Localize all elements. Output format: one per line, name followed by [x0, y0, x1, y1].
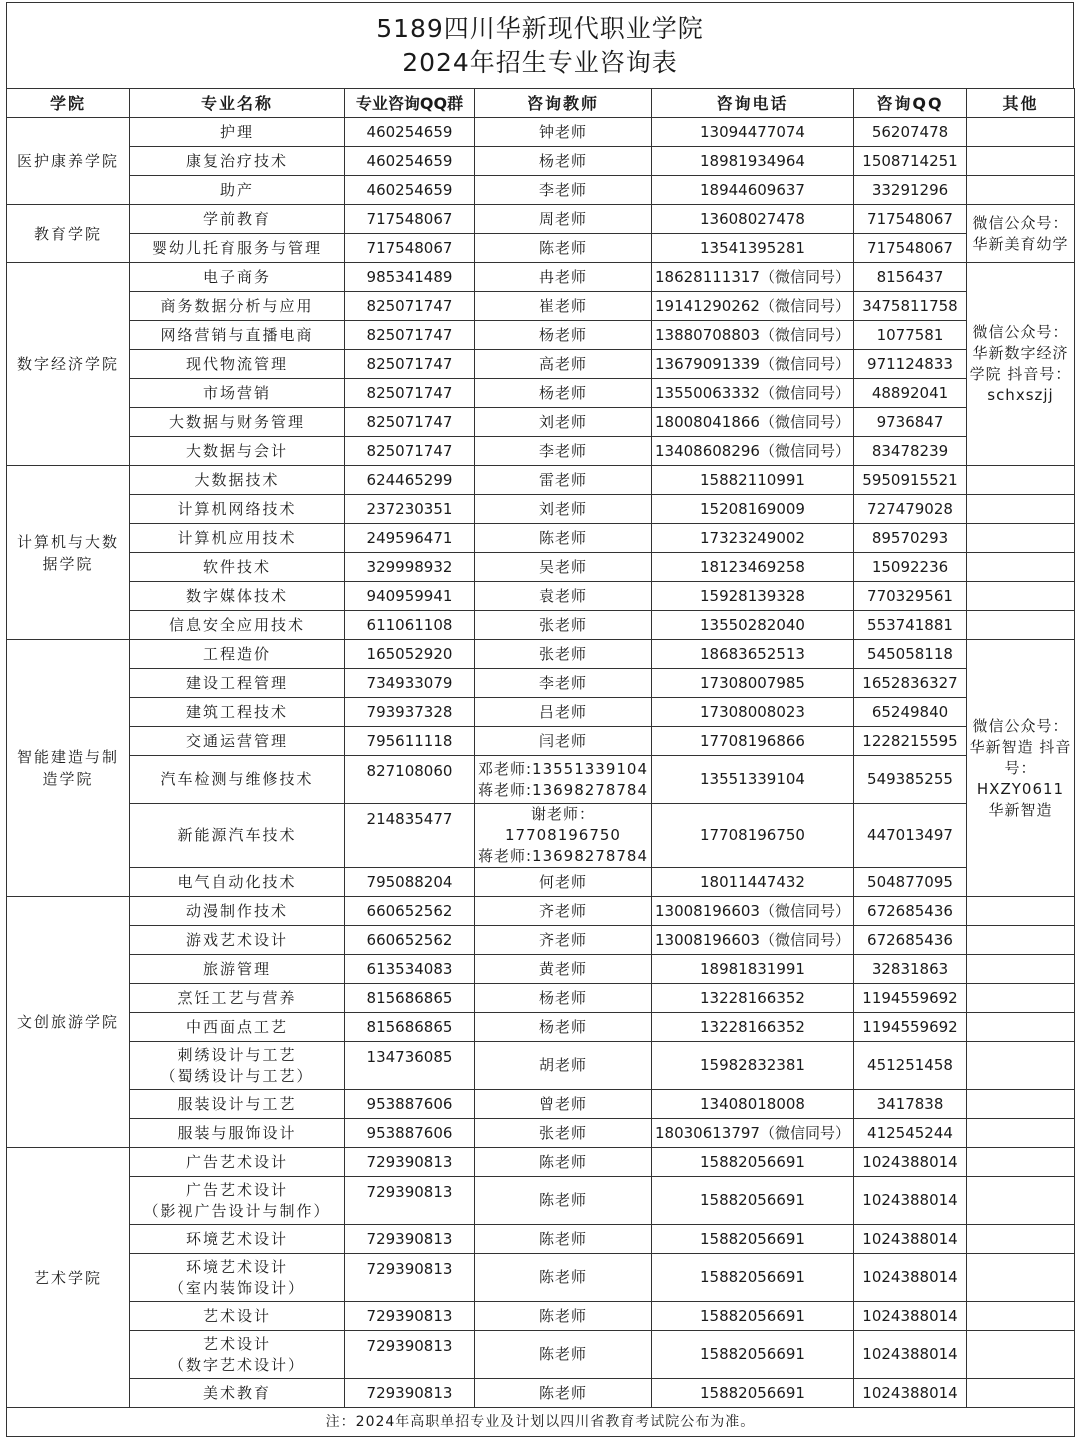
other-empty	[967, 1331, 1075, 1379]
phone-number: 15882110991	[652, 466, 854, 495]
phone-number: 17323249002	[652, 524, 854, 553]
major-name: 电气自动化技术	[130, 868, 345, 897]
qq-group: 940959941	[345, 582, 475, 611]
major-name: 护理	[130, 118, 345, 147]
qq-group: 815686865	[345, 1013, 475, 1042]
qq-number: 717548067	[854, 205, 967, 234]
qq-number: 672685436	[854, 926, 967, 955]
teacher-name: 杨老师	[475, 147, 652, 176]
teacher-name: 何老师	[475, 868, 652, 897]
teacher-name: 李老师	[475, 437, 652, 466]
table-row	[7, 698, 1075, 727]
college-name: 文创旅游学院	[7, 897, 130, 1148]
major-name: 市场营销	[130, 379, 345, 408]
major-name: 艺术设计	[130, 1302, 345, 1331]
table-row	[7, 263, 1075, 292]
phone-number: 15928139328	[652, 582, 854, 611]
note-row	[7, 1408, 1075, 1437]
other-empty	[967, 1013, 1075, 1042]
qq-number: 971124833	[854, 350, 967, 379]
major-name: 现代物流管理	[130, 350, 345, 379]
qq-group: 165052920	[345, 640, 475, 669]
other-empty	[967, 1177, 1075, 1225]
phone-number: 13228166352	[652, 1013, 854, 1042]
title-block	[6, 2, 1074, 88]
major-name: 服装与服饰设计	[130, 1119, 345, 1148]
qq-number: 1024388014	[854, 1148, 967, 1177]
header-college: 学院	[7, 89, 130, 118]
phone-number: 18628111317（微信同号）	[652, 263, 854, 292]
table-row	[7, 437, 1075, 466]
qq-group: 825071747	[345, 321, 475, 350]
major-name: 交通运营管理	[130, 727, 345, 756]
major-name: 信息安全应用技术	[130, 611, 345, 640]
phone-number: 15882056691	[652, 1225, 854, 1254]
other-empty	[967, 1379, 1075, 1408]
qq-number: 1024388014	[854, 1177, 967, 1225]
qq-number: 553741881	[854, 611, 967, 640]
other-empty	[967, 611, 1075, 640]
teacher-name: 曾老师	[475, 1090, 652, 1119]
header-teacher: 咨询教师	[475, 89, 652, 118]
qq-number: 1508714251	[854, 147, 967, 176]
teacher-name: 陈老师	[475, 234, 652, 263]
table-row	[7, 582, 1075, 611]
qq-group: 729390813	[345, 1225, 475, 1254]
qq-group: 613534083	[345, 955, 475, 984]
major-name: 广告艺术设计 （影视广告设计与制作）	[130, 1177, 345, 1225]
table-row	[7, 1148, 1075, 1177]
major-name: 服装设计与工艺	[130, 1090, 345, 1119]
qq-group: 134736085	[345, 1042, 475, 1090]
major-name: 工程造价	[130, 640, 345, 669]
college-name: 医护康养学院	[7, 118, 130, 205]
phone-number: 13608027478	[652, 205, 854, 234]
school-title: 5189四川华新现代职业学院	[376, 13, 704, 43]
teacher-name: 陈老师	[475, 1331, 652, 1379]
phone-number: 13008196603（微信同号）	[652, 897, 854, 926]
enrollment-sheet	[6, 2, 1074, 1437]
qq-group: 460254659	[345, 176, 475, 205]
teacher-name: 陈老师	[475, 1302, 652, 1331]
teacher-name: 张老师	[475, 611, 652, 640]
table-row	[7, 118, 1075, 147]
qq-number: 1024388014	[854, 1254, 967, 1302]
other-empty	[967, 466, 1075, 495]
qq-number: 672685436	[854, 897, 967, 926]
major-name: 计算机应用技术	[130, 524, 345, 553]
phone-number: 18981934964	[652, 147, 854, 176]
qq-group: 660652562	[345, 926, 475, 955]
table-row	[7, 669, 1075, 698]
qq-group: 329998932	[345, 553, 475, 582]
qq-group: 460254659	[345, 118, 475, 147]
qq-number: 1194559692	[854, 984, 967, 1013]
teacher-name: 吴老师	[475, 553, 652, 582]
footnote: 注：2024年高职单招专业及计划以四川省教育考试院公布为准。	[7, 1408, 1075, 1437]
major-name: 刺绣设计与工艺 （蜀绣设计与工艺）	[130, 1042, 345, 1090]
table-row	[7, 640, 1075, 669]
qq-number: 412545244	[854, 1119, 967, 1148]
teacher-name: 杨老师	[475, 321, 652, 350]
major-name: 大数据与会计	[130, 437, 345, 466]
phone-number: 13228166352	[652, 984, 854, 1013]
qq-group: 611061108	[345, 611, 475, 640]
other-empty	[967, 955, 1075, 984]
phone-number: 13094477074	[652, 118, 854, 147]
major-name: 婴幼儿托育服务与管理	[130, 234, 345, 263]
phone-number: 17708196750	[652, 804, 854, 868]
phone-number: 18944609637	[652, 176, 854, 205]
phone-number: 13008196603（微信同号）	[652, 926, 854, 955]
major-name: 游戏艺术设计	[130, 926, 345, 955]
qq-group: 729390813	[345, 1148, 475, 1177]
other-empty	[967, 1225, 1075, 1254]
header-qq-group: 专业咨询QQ群	[345, 89, 475, 118]
qq-number: 32831863	[854, 955, 967, 984]
header-major: 专业名称	[130, 89, 345, 118]
qq-number: 504877095	[854, 868, 967, 897]
other-empty	[967, 926, 1075, 955]
qq-group: 214835477	[345, 804, 475, 868]
other-empty	[967, 1302, 1075, 1331]
major-name: 旅游管理	[130, 955, 345, 984]
table-row	[7, 984, 1075, 1013]
major-name: 广告艺术设计	[130, 1148, 345, 1177]
phone-number: 17308008023	[652, 698, 854, 727]
major-name: 软件技术	[130, 553, 345, 582]
table-row	[7, 524, 1075, 553]
teacher-name: 陈老师	[475, 1177, 652, 1225]
qq-group: 249596471	[345, 524, 475, 553]
teacher-name: 高老师	[475, 350, 652, 379]
teacher-name: 陈老师	[475, 524, 652, 553]
qq-group: 460254659	[345, 147, 475, 176]
qq-group: 825071747	[345, 350, 475, 379]
table-row	[7, 495, 1075, 524]
table-row	[7, 804, 1075, 868]
other-empty	[967, 582, 1075, 611]
table-row	[7, 1013, 1075, 1042]
other-empty	[967, 118, 1075, 147]
teacher-name: 周老师	[475, 205, 652, 234]
table-row	[7, 1119, 1075, 1148]
phone-number: 13550063332（微信同号）	[652, 379, 854, 408]
table-row	[7, 868, 1075, 897]
qq-group: 729390813	[345, 1302, 475, 1331]
teacher-name: 袁老师	[475, 582, 652, 611]
qq-group: 825071747	[345, 379, 475, 408]
teacher-name: 陈老师	[475, 1379, 652, 1408]
major-name: 环境艺术设计 （室内装饰设计）	[130, 1254, 345, 1302]
qq-number: 1024388014	[854, 1331, 967, 1379]
qq-group: 717548067	[345, 234, 475, 263]
teacher-name: 陈老师	[475, 1225, 652, 1254]
phone-number: 13551339104	[652, 756, 854, 804]
qq-group: 729390813	[345, 1254, 475, 1302]
qq-group: 953887606	[345, 1090, 475, 1119]
table-row	[7, 1254, 1075, 1302]
phone-number: 17308007985	[652, 669, 854, 698]
major-name: 美术教育	[130, 1379, 345, 1408]
qq-number: 3475811758	[854, 292, 967, 321]
qq-number: 8156437	[854, 263, 967, 292]
table-row	[7, 1331, 1075, 1379]
teacher-name: 崔老师	[475, 292, 652, 321]
major-name: 助产	[130, 176, 345, 205]
major-name: 建筑工程技术	[130, 698, 345, 727]
qq-number: 1077581	[854, 321, 967, 350]
other-info: 微信公众号：华新数字经济学院 抖音号：schxszjj	[967, 263, 1075, 466]
phone-number: 13550282040	[652, 611, 854, 640]
table-row	[7, 147, 1075, 176]
teacher-name: 杨老师	[475, 984, 652, 1013]
phone-number: 15882056691	[652, 1148, 854, 1177]
teacher-name: 冉老师	[475, 263, 652, 292]
other-empty	[967, 984, 1075, 1013]
teacher-name: 黄老师	[475, 955, 652, 984]
phone-number: 17708196866	[652, 727, 854, 756]
table-row	[7, 408, 1075, 437]
other-empty	[967, 1090, 1075, 1119]
teacher-name: 胡老师	[475, 1042, 652, 1090]
major-name: 计算机网络技术	[130, 495, 345, 524]
college-name: 数字经济学院	[7, 263, 130, 466]
phone-number: 15882056691	[652, 1177, 854, 1225]
qq-group: 660652562	[345, 897, 475, 926]
teacher-name: 杨老师	[475, 379, 652, 408]
table-row	[7, 1379, 1075, 1408]
phone-number: 18008041866（微信同号）	[652, 408, 854, 437]
qq-group: 815686865	[345, 984, 475, 1013]
teacher-name: 刘老师	[475, 495, 652, 524]
major-name: 新能源汽车技术	[130, 804, 345, 868]
qq-number: 48892041	[854, 379, 967, 408]
qq-number: 1652836327	[854, 669, 967, 698]
teacher-name: 谢老师：17708196750 蒋老师:13698278784	[475, 804, 652, 868]
qq-number: 1024388014	[854, 1379, 967, 1408]
table-row	[7, 292, 1075, 321]
other-info: 微信公众号：华新智造 抖音号：HXZY0611华新智造	[967, 640, 1075, 897]
header-phone: 咨询电话	[652, 89, 854, 118]
major-name: 电子商务	[130, 263, 345, 292]
teacher-name: 张老师	[475, 640, 652, 669]
qq-number: 15092236	[854, 553, 967, 582]
teacher-name: 陈老师	[475, 1148, 652, 1177]
table-row	[7, 1225, 1075, 1254]
phone-number: 18981831991	[652, 955, 854, 984]
table-row	[7, 176, 1075, 205]
college-name: 智能建造与制造学院	[7, 640, 130, 897]
qq-group: 795611118	[345, 727, 475, 756]
other-empty	[967, 1254, 1075, 1302]
phone-number: 15208169009	[652, 495, 854, 524]
qq-number: 5950915521	[854, 466, 967, 495]
qq-number: 89570293	[854, 524, 967, 553]
major-name: 中西面点工艺	[130, 1013, 345, 1042]
phone-number: 13880708803（微信同号）	[652, 321, 854, 350]
qq-number: 717548067	[854, 234, 967, 263]
qq-group: 729390813	[345, 1177, 475, 1225]
teacher-name: 刘老师	[475, 408, 652, 437]
qq-group: 953887606	[345, 1119, 475, 1148]
table-row	[7, 553, 1075, 582]
qq-group: 825071747	[345, 408, 475, 437]
phone-number: 15882056691	[652, 1379, 854, 1408]
qq-number: 1024388014	[854, 1225, 967, 1254]
major-name: 动漫制作技术	[130, 897, 345, 926]
major-name: 商务数据分析与应用	[130, 292, 345, 321]
major-name: 康复治疗技术	[130, 147, 345, 176]
qq-group: 237230351	[345, 495, 475, 524]
table-row	[7, 1042, 1075, 1090]
table-row	[7, 205, 1075, 234]
college-name: 计算机与大数据学院	[7, 466, 130, 640]
header-row	[7, 89, 1075, 118]
other-info: 微信公众号：华新美育幼学	[967, 205, 1075, 263]
qq-number: 451251458	[854, 1042, 967, 1090]
phone-number: 18011447432	[652, 868, 854, 897]
qq-number: 65249840	[854, 698, 967, 727]
qq-number: 56207478	[854, 118, 967, 147]
teacher-name: 齐老师	[475, 926, 652, 955]
qq-number: 1024388014	[854, 1302, 967, 1331]
table-row	[7, 1090, 1075, 1119]
phone-number: 19141290262（微信同号）	[652, 292, 854, 321]
qq-group: 827108060	[345, 756, 475, 804]
qq-group: 825071747	[345, 292, 475, 321]
major-name: 艺术设计 （数字艺术设计）	[130, 1331, 345, 1379]
other-empty	[967, 897, 1075, 926]
table-row	[7, 234, 1075, 263]
other-empty	[967, 1148, 1075, 1177]
table-row	[7, 350, 1075, 379]
qq-number: 33291296	[854, 176, 967, 205]
table-row	[7, 466, 1075, 495]
teacher-name: 李老师	[475, 176, 652, 205]
teacher-name: 吕老师	[475, 698, 652, 727]
phone-number: 15882056691	[652, 1254, 854, 1302]
table-row	[7, 1177, 1075, 1225]
table-row	[7, 955, 1075, 984]
qq-group: 734933079	[345, 669, 475, 698]
qq-number: 770329561	[854, 582, 967, 611]
qq-number: 447013497	[854, 804, 967, 868]
qq-number: 9736847	[854, 408, 967, 437]
qq-number: 3417838	[854, 1090, 967, 1119]
teacher-name: 杨老师	[475, 1013, 652, 1042]
other-empty	[967, 524, 1075, 553]
college-name: 教育学院	[7, 205, 130, 263]
phone-number: 15882056691	[652, 1331, 854, 1379]
qq-group: 729390813	[345, 1331, 475, 1379]
major-name: 网络营销与直播电商	[130, 321, 345, 350]
qq-group: 795088204	[345, 868, 475, 897]
qq-number: 727479028	[854, 495, 967, 524]
other-empty	[967, 495, 1075, 524]
table-title: 2024年招生专业咨询表	[402, 47, 678, 77]
qq-number: 83478239	[854, 437, 967, 466]
qq-number: 1228215595	[854, 727, 967, 756]
table-row	[7, 897, 1075, 926]
qq-number: 1194559692	[854, 1013, 967, 1042]
major-name: 学前教育	[130, 205, 345, 234]
qq-group: 624465299	[345, 466, 475, 495]
qq-group: 717548067	[345, 205, 475, 234]
table-row	[7, 1302, 1075, 1331]
other-empty	[967, 1119, 1075, 1148]
table-row	[7, 926, 1075, 955]
phone-number: 13679091339（微信同号）	[652, 350, 854, 379]
teacher-name: 雷老师	[475, 466, 652, 495]
phone-number: 18123469258	[652, 553, 854, 582]
qq-number: 545058118	[854, 640, 967, 669]
major-name: 数字媒体技术	[130, 582, 345, 611]
qq-group: 825071747	[345, 437, 475, 466]
phone-number: 15982832381	[652, 1042, 854, 1090]
qq-group: 729390813	[345, 1379, 475, 1408]
qq-number: 549385255	[854, 756, 967, 804]
teacher-name: 闫老师	[475, 727, 652, 756]
other-empty	[967, 1042, 1075, 1090]
table-row	[7, 379, 1075, 408]
major-name: 汽车检测与维修技术	[130, 756, 345, 804]
other-empty	[967, 147, 1075, 176]
header-other: 其他	[967, 89, 1075, 118]
phone-number: 18030613797（微信同号）	[652, 1119, 854, 1148]
teacher-name: 邓老师:13551339104 蒋老师:13698278784	[475, 756, 652, 804]
other-empty	[967, 553, 1075, 582]
phone-number: 15882056691	[652, 1302, 854, 1331]
table-row	[7, 756, 1075, 804]
major-name: 建设工程管理	[130, 669, 345, 698]
table-row	[7, 727, 1075, 756]
table-row	[7, 611, 1075, 640]
teacher-name: 陈老师	[475, 1254, 652, 1302]
major-name: 烹饪工艺与营养	[130, 984, 345, 1013]
phone-number: 13541395281	[652, 234, 854, 263]
teacher-name: 张老师	[475, 1119, 652, 1148]
major-name: 大数据技术	[130, 466, 345, 495]
other-empty	[967, 176, 1075, 205]
phone-number: 18683652513	[652, 640, 854, 669]
phone-number: 13408018008	[652, 1090, 854, 1119]
major-name: 环境艺术设计	[130, 1225, 345, 1254]
consultation-table	[6, 88, 1075, 1437]
teacher-name: 李老师	[475, 669, 652, 698]
header-qq: 咨询QQ	[854, 89, 967, 118]
table-body	[7, 118, 1075, 1408]
major-name: 大数据与财务管理	[130, 408, 345, 437]
qq-group: 793937328	[345, 698, 475, 727]
teacher-name: 齐老师	[475, 897, 652, 926]
teacher-name: 钟老师	[475, 118, 652, 147]
table-row	[7, 321, 1075, 350]
college-name: 艺术学院	[7, 1148, 130, 1408]
phone-number: 13408608296（微信同号）	[652, 437, 854, 466]
qq-group: 985341489	[345, 263, 475, 292]
